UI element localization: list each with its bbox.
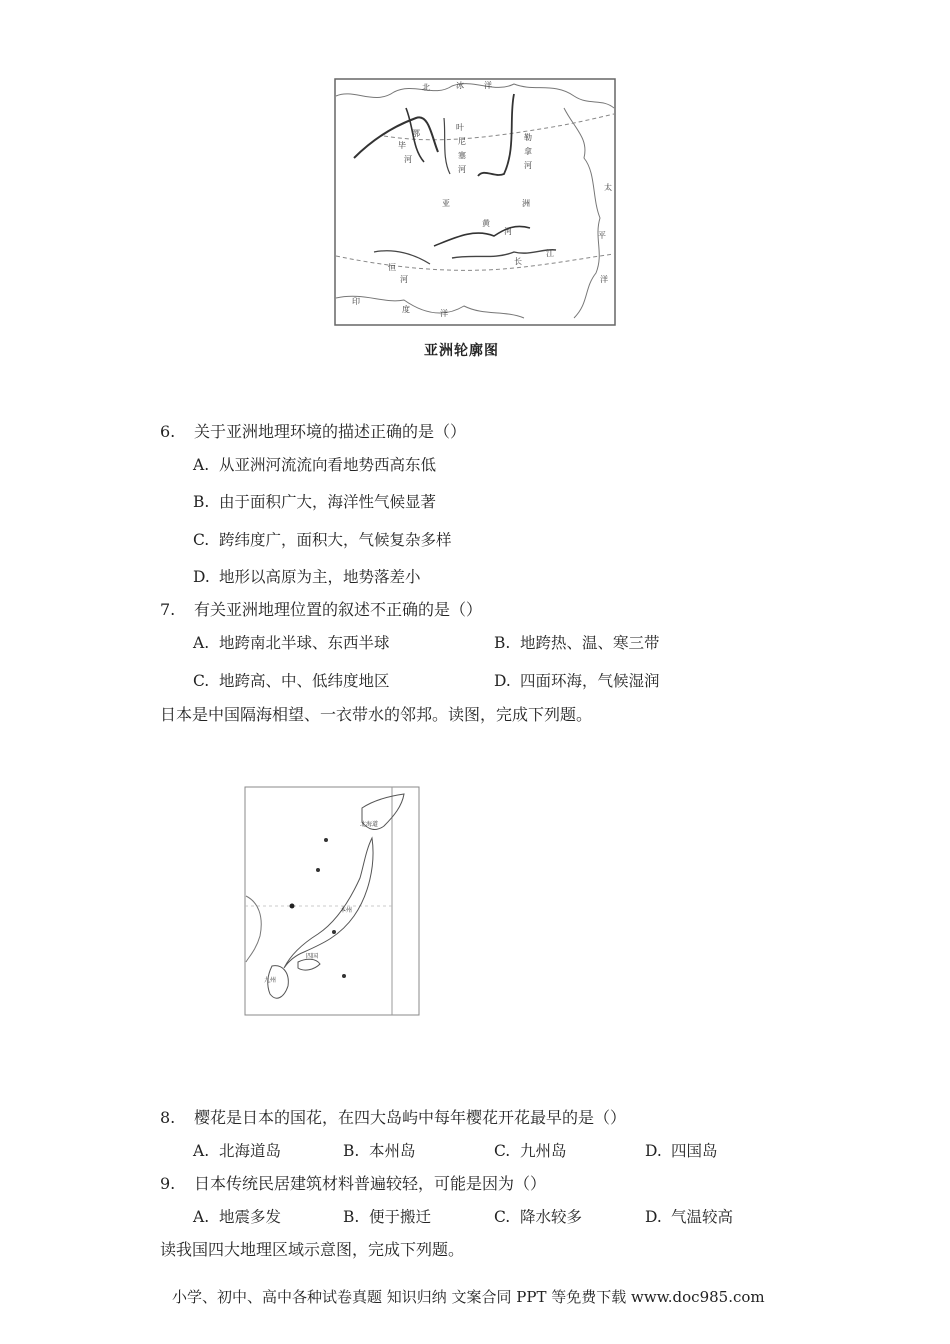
- q9-option-d[interactable]: D. 气温较高: [645, 1208, 734, 1226]
- japan-map-label: 九州: [264, 977, 277, 984]
- q7-option-d[interactable]: D. 四面环海，气候湿润: [494, 672, 660, 690]
- japan-map: [244, 786, 420, 1016]
- asia-map-label: 度: [402, 305, 410, 314]
- question-7: [160, 600, 482, 620]
- q6-option-b[interactable]: B. 由于面积广大，海洋性气候显著: [193, 493, 437, 511]
- japan-map-label: 四国: [306, 953, 319, 960]
- asia-map-label: 尼: [458, 137, 466, 146]
- q7-option-c[interactable]: C. 地跨高、中、低纬度地区: [193, 672, 390, 690]
- asia-outline-map: [334, 78, 616, 326]
- asia-map-label: 亚: [442, 199, 450, 208]
- question-8: [160, 1108, 626, 1128]
- asia-map-label: 河: [524, 161, 532, 170]
- question-stem: 有关亚洲地理位置的叙述不正确的是（）: [194, 600, 483, 619]
- asia-map-label: 平: [598, 231, 606, 240]
- asia-map-label: 勒: [524, 133, 532, 142]
- asia-map-label: 洋: [600, 275, 608, 284]
- question-number: 8.: [160, 1108, 176, 1127]
- asia-map-label: 河: [458, 165, 466, 174]
- q6-option-d[interactable]: D. 地形以高原为主，地势落差小: [193, 568, 421, 586]
- q6-option-c[interactable]: C. 跨纬度广，面积大，气候复杂多样: [193, 531, 452, 549]
- asia-map-label: 洲: [522, 199, 530, 208]
- q7-option-a[interactable]: A. 地跨南北半球、东西半球: [193, 634, 390, 652]
- q8-option-a[interactable]: A. 北海道岛: [193, 1142, 282, 1160]
- q8-option-d[interactable]: D. 四国岛: [645, 1142, 718, 1160]
- asia-map-label: 河: [404, 155, 412, 164]
- page-footer: 小学、初中、高中各种试卷真题 知识归纳 文案合同 PPT 等免费下载 www.doc985.com: [172, 1288, 765, 1306]
- question-number: 7.: [160, 600, 176, 619]
- japan-map-label: 北海道: [360, 821, 379, 828]
- q6-option-a[interactable]: A. 从亚洲河流流向看地势西高东低: [193, 456, 437, 474]
- japan-intro-text: 日本是中国隔海相望、一衣带水的邻邦。读图，完成下列题。: [160, 705, 593, 724]
- asia-map-label: 黄: [482, 219, 490, 228]
- q9-option-a[interactable]: A. 地震多发: [193, 1208, 282, 1226]
- asia-map-label: 江: [546, 249, 554, 258]
- asia-map-label: 洋: [484, 81, 492, 90]
- china-intro-text: 读我国四大地理区域示意图，完成下列题。: [160, 1240, 465, 1259]
- question-number: 6.: [160, 422, 176, 441]
- q7-option-b[interactable]: B. 地跨热、温、寒三带: [494, 634, 660, 652]
- question-stem: 日本传统民居建筑材料普遍较轻，可能是因为（）: [194, 1174, 547, 1193]
- asia-map-caption: 亚洲轮廓图: [424, 343, 499, 359]
- japan-map-label: 本州: [340, 907, 353, 914]
- asia-map-label: 太: [604, 183, 612, 192]
- question-9: [160, 1174, 546, 1194]
- asia-map-label: 恒: [388, 263, 396, 272]
- asia-map-label: 河: [400, 275, 408, 284]
- q9-option-c[interactable]: C. 降水较多: [494, 1208, 583, 1226]
- asia-map-label: 北: [422, 83, 430, 92]
- q8-option-c[interactable]: C. 九州岛: [494, 1142, 567, 1160]
- asia-map-label: 鄂: [412, 129, 420, 138]
- asia-map-label: 冰: [456, 81, 464, 90]
- asia-map-label: 毕: [398, 141, 406, 150]
- question-stem: 关于亚洲地理环境的描述正确的是（）: [194, 422, 467, 441]
- asia-map-label: 河: [504, 227, 512, 236]
- question-stem: 樱花是日本的国花，在四大岛屿中每年樱花开花最早的是（）: [194, 1108, 627, 1127]
- q9-option-b[interactable]: B. 便于搬迁: [343, 1208, 432, 1226]
- question-6: [160, 422, 466, 442]
- asia-map-label: 长: [514, 257, 522, 266]
- question-number: 9.: [160, 1174, 176, 1193]
- q8-option-b[interactable]: B. 本州岛: [343, 1142, 416, 1160]
- asia-map-label: 塞: [458, 151, 466, 160]
- asia-map-label: 洋: [440, 309, 448, 318]
- asia-map-label: 印: [352, 297, 360, 306]
- asia-map-label: 拿: [524, 147, 532, 156]
- asia-map-label: 叶: [456, 123, 464, 132]
